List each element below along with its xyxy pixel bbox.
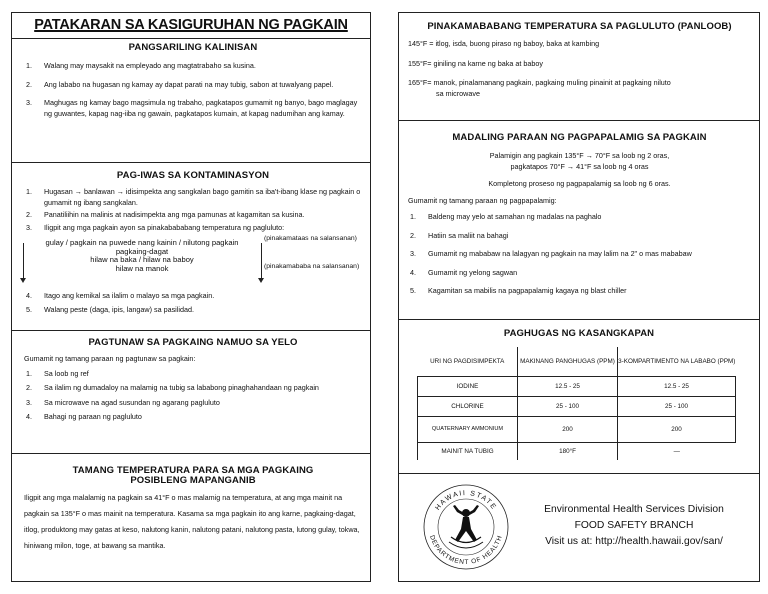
svg-text:HAWAII STATE: HAWAII STATE — [434, 489, 498, 512]
storage-order-list — [24, 239, 260, 273]
footer-contact — [519, 502, 749, 550]
thawing-item-1: 1. Sa loob ng ref — [26, 368, 89, 378]
table-cell: MAINIT NA TUBIG — [418, 442, 518, 460]
temperature-header-line2: POSIBLENG MAPANGANIB — [130, 475, 256, 486]
table-cell: QUATERNARY AMMONIUM — [418, 416, 518, 442]
thawing-header: PAGTUNAW SA PAGKAING NAMUO SA YELO — [88, 337, 298, 348]
top-shelf-note: (pinakamataas na salansanan) — [264, 235, 357, 242]
svg-text:DEPARTMENT OF HEALTH: DEPARTMENT OF HEALTH — [428, 534, 504, 567]
cooling-item-5: 5. Kagamitan sa mabilis na pagpapalamig kagaya ng blast chiller — [410, 286, 627, 295]
table-cell: 200 — [518, 416, 618, 442]
cooking-header: PINAKAMABABANG TEMPERATURA SA PAGLULUTO (PANLOOB) — [427, 21, 732, 32]
cooling-item-2: 2. Hatiin sa maliit na bahagi — [410, 230, 509, 240]
thawing-section — [12, 331, 370, 454]
table-cell: IODINE — [418, 376, 518, 396]
cooling-section — [399, 121, 759, 320]
table-header-cell: 3-KOMPARTIMENTO NA LABABO (PPM) — [618, 347, 736, 376]
cooling-rule-2: pagkatapos 70°F → 41°F sa loob ng 4 oras — [510, 161, 649, 171]
cooking-line-3: 165°F= manok, pinalamanang pagkain, pagkaing muling pinainit at pagkaing niluto — [408, 78, 671, 87]
cooling-header: MADALING PARAAN NG PAGPAPALAMIG SA PAGKAIN — [452, 132, 707, 143]
table-cell: CHLORINE — [418, 396, 518, 416]
cooling-item-1: 1. Baldeng may yelo at samahan ng madalas na paghalo — [410, 212, 602, 221]
table-cell: — — [618, 442, 736, 460]
thawing-item-3: 3. Sa microwave na agad susundan ng agarang pagluluto — [26, 397, 220, 407]
right-column — [398, 12, 760, 582]
temperature-section — [12, 454, 370, 554]
washing-section — [399, 320, 759, 474]
cooking-line-4: sa microwave — [436, 88, 480, 98]
division-name: Environmental Health Services Division — [544, 504, 724, 515]
table-row — [418, 396, 736, 416]
table-row — [418, 376, 736, 396]
website-link[interactable]: Visit us at: http://health.hawaii.gov/san/ — [545, 536, 723, 547]
table-header-cell: URI NG PAGDISIMPEKTA — [418, 347, 518, 376]
right-down-arrow — [261, 243, 262, 279]
hygiene-item-3: 3. Maghugas ng kamay bago magsimula ng trabaho, pagkatapos gumamit ng banyo, bago maglagay ng guwantes, kapag nag-iiba ng gawain, pagkatapos kumain, at kapag nadumihan ang kamay. — [26, 98, 358, 118]
washing-header: PAGHUGAS NG KASANGKAPAN — [503, 328, 655, 339]
title-section — [12, 13, 370, 39]
footer-section — [399, 474, 759, 581]
cooling-item-4: 4. Gumamit ng yelong sagwan — [410, 267, 518, 277]
hygiene-item-1: 1. Walang may maysakit na empleyado ang magtatrabaho sa kusina. — [26, 61, 256, 70]
table-header-cell: MAKINANG PANGHUGAS (PPM) — [518, 347, 618, 376]
table-header-row — [418, 347, 736, 376]
table-cell: 12.5 - 25 — [518, 376, 618, 396]
table-row — [418, 416, 736, 442]
contamination-section — [12, 163, 370, 331]
hygiene-item-2: 2. Ang lababo na hugasan ng kamay ay dapat parati na may tubig, sabon at tuwalyang papel. — [26, 79, 334, 89]
contamination-item-2: 2. Panatiliihin na malinis at nadisimpekta ang mga pamunas at kagamitan sa kusina. — [26, 210, 305, 219]
contamination-item-4: 4. Itago ang kemikal sa ilalim o malayo sa mga pagkain. — [26, 291, 215, 300]
cooling-item-3: 3. Gumamit ng mababaw na lalagyan ng pagkain na may lalim na 2" o mas mababaw — [410, 249, 692, 258]
table-cell: 25 - 100 — [618, 396, 736, 416]
cooking-section — [399, 13, 759, 121]
page-title: PATAKARAN SA KASIGURUHAN NG PAGKAIN — [34, 17, 348, 33]
storage-level-1: gulay / pagkain na puwede nang kainin / nilutong pagkain — [45, 238, 239, 247]
storage-level-4: hilaw na manok — [115, 263, 169, 273]
cooling-intro: Gumamit ng tamang paraan ng pagpapalamig: — [408, 195, 557, 205]
contamination-item-5: 5. Walang peste (daga, ipis, langaw) sa pasilidad. — [26, 304, 194, 314]
thawing-item-2: 2. Sa ilalim ng dumadaloy na malamig na tubig sa lababong pinaghahandaan ng pagkain — [26, 383, 319, 392]
left-column — [11, 12, 371, 582]
table-cell: 200 — [618, 416, 736, 442]
department-of-health-seal-icon — [421, 482, 511, 572]
cooling-rule-3: Kompletong proseso ng pagpapalamig sa loob ng 6 oras. — [488, 179, 671, 188]
sanitizer-table — [417, 347, 736, 460]
table-cell: 25 - 100 — [518, 396, 618, 416]
contamination-header: PAG-IWAS SA KONTAMINASYON — [116, 170, 270, 181]
bottom-shelf-note: (pinakamababa na salansanan) — [264, 263, 360, 270]
thawing-intro: Gumamit ng tamang paraan ng pagtunaw sa pagkain: — [24, 354, 196, 363]
temperature-header-line1: TAMANG TEMPERATURA PARA SA MGA PAGKAING — [72, 465, 314, 476]
table-row — [418, 442, 736, 460]
cooking-line-2: 155°F= giniling na karne ng baka at baboy — [408, 58, 543, 68]
table-cell: 12.5 - 25 — [618, 376, 736, 396]
storage-level-3: hilaw na baka / hilaw na baboy — [90, 255, 194, 264]
hygiene-section — [12, 39, 370, 163]
storage-order-diagram — [24, 235, 362, 289]
branch-name: FOOD SAFETY BRANCH — [574, 520, 694, 531]
contamination-item-3: 3. Iligpit ang mga pagkain ayon sa pinakabababang temperatura ng pagluluto: — [26, 222, 285, 232]
hygiene-header: PANGSARILING KALINISAN — [128, 42, 258, 53]
temperature-text: Iligpit ang mga malalamig na pagkain sa 41°F o mas malamig na temperatura, at ang mga mainit na pagkain sa 135°F o mas mainit na temperatura. Kasama sa mga pagkain ito ang karne, pagkaing-dagat, itlog, produktong may gatas at keso, nalutong kanin, nalutong patani, nalutong pasta, lutong gulay, tokwa, hiniwang milon, toge, at bawang sa mantika. — [24, 493, 360, 550]
storage-level-2: pagkaing-dagat — [115, 246, 169, 256]
contamination-item-1: 1. Hugasan → banlawan → idisimpekta ang sangkalan bago gamitin sa iba't-ibang klase ng pagkain o gumamit ng ibang sangkalan. — [26, 187, 361, 207]
cooking-line-1: 145°F = itlog, isda, buong piraso ng baboy, baka at kambing — [408, 39, 600, 48]
cooling-rule-1: Palamigin ang pagkain 135°F → 70°F sa loob ng 2 oras, — [489, 151, 670, 160]
thawing-item-4: 4. Bahagi ng paraan ng pagluluto — [26, 412, 142, 421]
table-cell: 180°F — [518, 442, 618, 460]
